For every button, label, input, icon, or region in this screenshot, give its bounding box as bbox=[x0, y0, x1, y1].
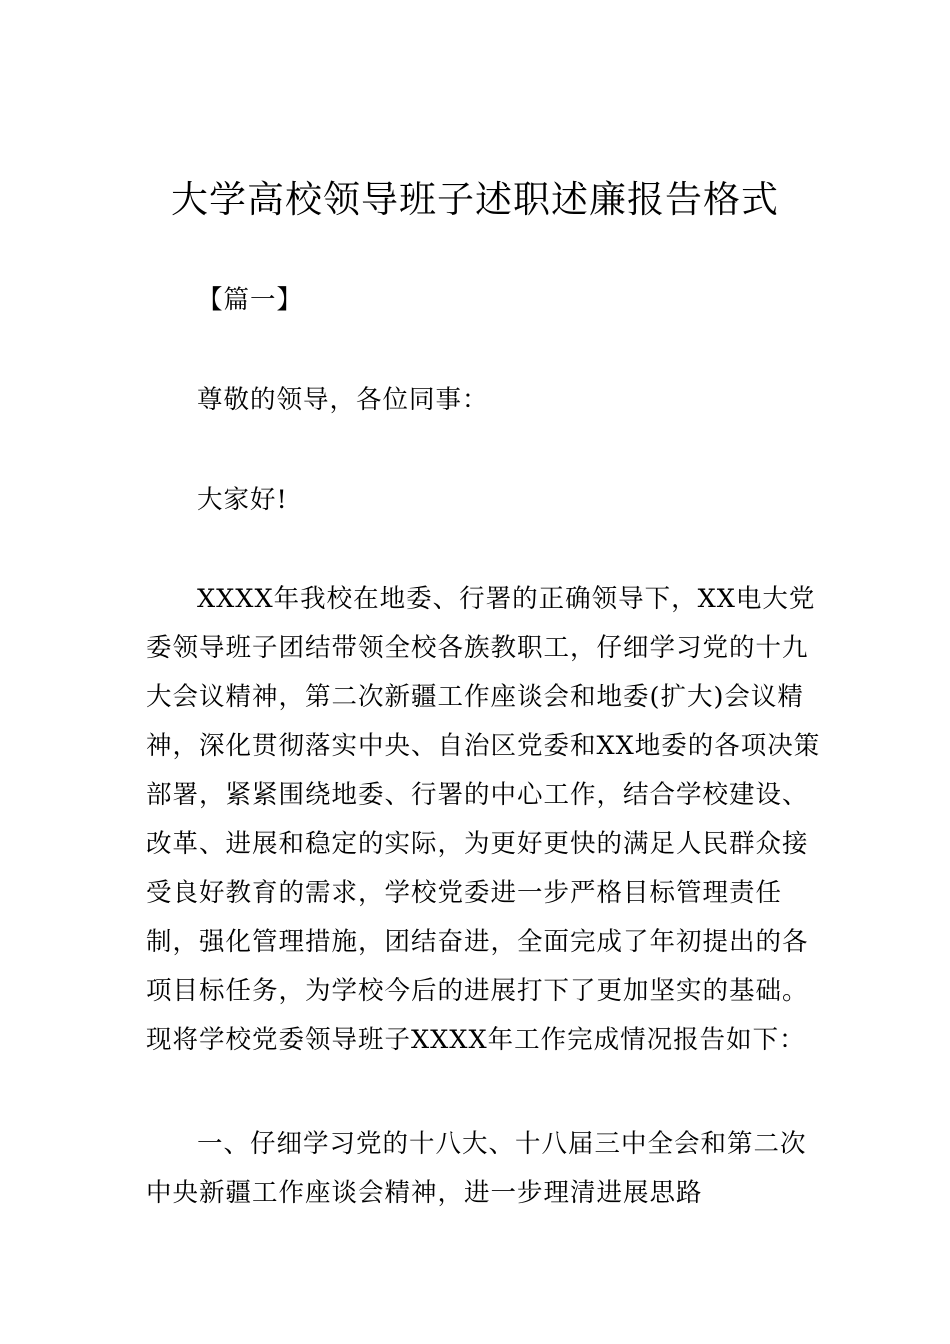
document-title: 大学高校领导班子述职述廉报告格式 bbox=[171, 178, 779, 221]
salutation: 尊敬的领导，各位同事： bbox=[197, 385, 489, 415]
body-paragraph: XXXX年我校在地委、行署的正确领导下，XX电大党委领导班子团结带领全校各族教职工，仔细学习党的十九大会议精神，第二次新疆工作座谈会和地委(扩大)会议精神，深化贯彻落实中央、自治区党委和XX地委的各项决策部署，紧紧围绕地委、行署的中心工作，结合学校建设、改革、进展和稳定的实际，为更好更快的满足人民群众接受良好教育的需求，学校党委进一步严格目标管理责任制，强化管理措施，团结奋进，全面完成了年初提出的各项目标任务，为学校今后的进展打下了更加坚实的基础。现将学校党委领导班子XXXX年工作完成情况报告如下： bbox=[146, 584, 821, 1055]
section-label: 【篇一】 bbox=[197, 285, 304, 315]
greeting: 大家好! bbox=[197, 485, 288, 515]
section-heading-1: 一、仔细学习党的十八大、十八届三中全会和第二次中央新疆工作座谈会精神，进一步理清进展思路 bbox=[146, 1129, 807, 1208]
